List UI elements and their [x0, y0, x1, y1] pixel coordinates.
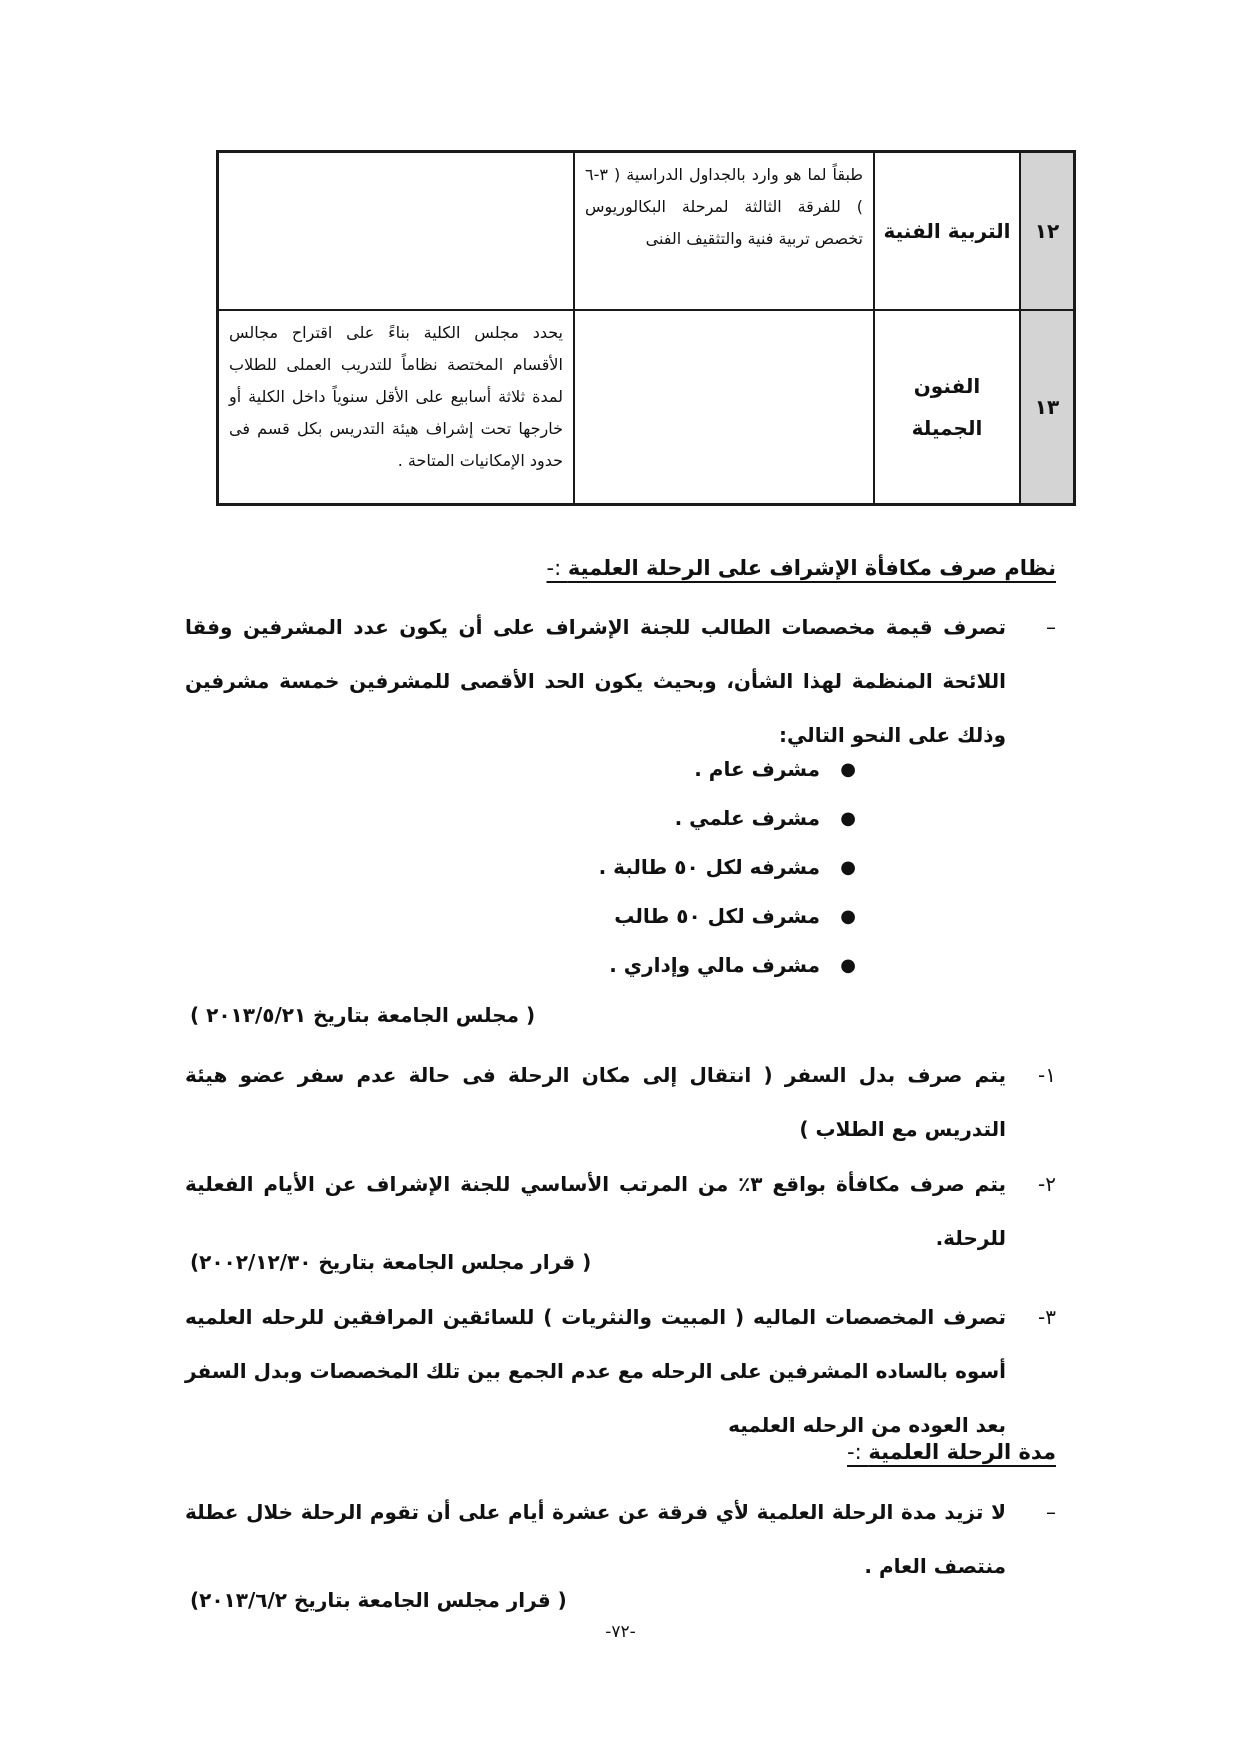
section-heading-supervision: نظام صرف مكافأة الإشراف على الرحلة العلمية :-	[546, 556, 1056, 580]
numbered-item: ٣- تصرف المخصصات الماليه ( المبيت والنثريات ) للسائقين المرافقين للرحله العلميه أسوه بالساده المشرفين على الرحله مع عدم الجمع بين تلك المخصصات وبدل السفر بعد العوده من الرحله العلميه	[185, 1305, 1056, 1437]
row-number-cell: ١٣	[1020, 310, 1075, 505]
decision-reference: ( قرار مجلس الجامعة بتاريخ ٢٠١٣/٦/٢)	[190, 1588, 567, 1612]
bullet-icon: ●	[840, 759, 856, 780]
decision-reference: ( قرار مجلس الجامعة بتاريخ ٢٠٠٢/١٢/٣٠)	[190, 1250, 592, 1274]
row-number-cell: ١٢	[1020, 152, 1075, 310]
numbered-item: ١- يتم صرف بدل السفر ( انتقال إلى مكان الرحلة فى حالة عدم سفر عضو هيئة التدريس مع الطلاب )	[185, 1063, 1056, 1141]
row-note-cell: يحدد مجلس الكلية بناءً على اقتراح مجالس الأقسام المختصة نظاماً للتدريب العملى للطلاب لمدة ثلاثة أسابيع على الأقل سنوياً داخل الكلية أو خارجها تحت إشراف هيئة التدريس بكل قسم فى حدود الإمكانيات المتاحة .	[218, 310, 575, 505]
row-rule-cell	[574, 310, 874, 505]
dash-marker: –	[1046, 1500, 1056, 1524]
bullet-icon: ●	[840, 955, 856, 976]
table-row	[218, 152, 1075, 310]
row-name-cell: الفنون الجميلة	[874, 310, 1020, 505]
list-item: ● مشرف علمي .	[599, 794, 856, 843]
bullet-icon: ●	[840, 857, 856, 878]
supervisors-list	[599, 745, 856, 990]
table-row	[218, 310, 1075, 505]
specializations-table	[216, 150, 1076, 506]
numbered-item: ٢- يتم صرف مكافأة بواقع ٣٪ من المرتب الأساسي للجنة الإشراف عن الأيام الفعلية للرحلة.	[185, 1172, 1056, 1250]
decision-reference: ( مجلس الجامعة بتاريخ ٢٠١٣/٥/٢١ )	[190, 1003, 536, 1027]
intro-paragraph: – تصرف قيمة مخصصات الطالب للجنة الإشراف على أن يكون عدد المشرفين وفقا اللائحة المنظمة لهذا الشأن، وبحيث يكون الحد الأقصى للمشرفين خمسة مشرفين وذلك على النحو التالي:	[185, 600, 1056, 762]
row-rule-cell: طبقاً لما هو وارد بالجداول الدراسية ( ٣-٦ ) للفرقة الثالثة لمرحلة البكالوريوس تخصص تربية فنية والتثقيف الفنى	[574, 152, 874, 310]
row-name-cell: التربية الفنية	[874, 152, 1020, 310]
list-item: ● مشرفه لكل ٥٠ طالبة .	[599, 843, 856, 892]
bullet-icon: ●	[840, 808, 856, 829]
bullet-icon: ●	[840, 906, 856, 927]
dash-marker: –	[1046, 615, 1056, 639]
row-note-cell	[218, 152, 575, 310]
section-heading-duration: مدة الرحلة العلمية :-	[847, 1440, 1056, 1464]
list-item: ● مشرف لكل ٥٠ طالب	[599, 892, 856, 941]
duration-paragraph: – لا تزيد مدة الرحلة العلمية لأي فرقة عن عشرة أيام على أن تقوم الرحلة خلال عطلة منتصف العام .	[185, 1485, 1056, 1593]
list-item: ● مشرف عام .	[599, 745, 856, 794]
page-number: -٧٢-	[605, 1622, 636, 1642]
list-item: ● مشرف مالي وإداري .	[599, 941, 856, 990]
